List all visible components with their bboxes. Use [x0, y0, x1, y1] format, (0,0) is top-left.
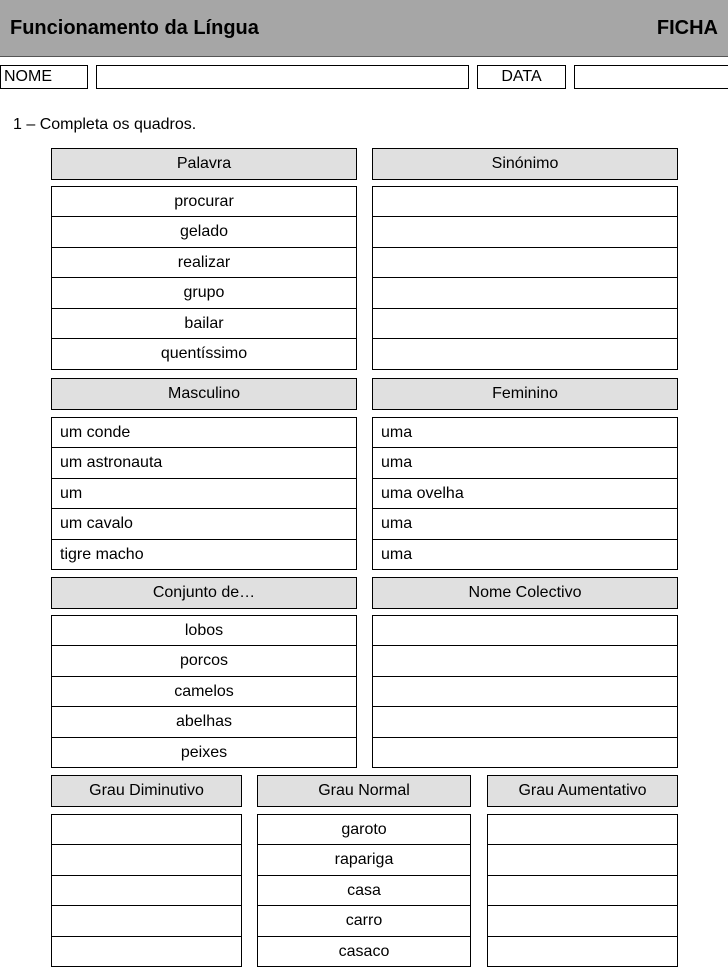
- grau-diminutivo-header: Grau Diminutivo: [51, 775, 242, 807]
- grau-normal-cell: garoto: [258, 815, 470, 845]
- grau-diminutivo-cell[interactable]: [52, 876, 241, 906]
- masculino-cell[interactable]: um: [52, 479, 356, 509]
- palavra-cell: gelado: [52, 217, 356, 247]
- data-field[interactable]: [574, 65, 728, 89]
- feminino-cell[interactable]: uma: [373, 509, 677, 539]
- conjunto-header: Conjunto de…: [51, 577, 357, 609]
- page-header: [0, 0, 728, 57]
- conjunto-cell: peixes: [180, 743, 228, 761]
- grau-aumentativo-header: Grau Aumentativo: [487, 775, 678, 807]
- palavra-cell: quentíssimo: [160, 345, 248, 362]
- grau-normal-cell: rapariga: [258, 845, 470, 875]
- palavra-header: Palavra: [51, 148, 357, 180]
- grau-diminutivo-list: [51, 814, 242, 967]
- instruction-text: 1 – Completa os quadros.: [13, 116, 197, 133]
- palavra-cell: grupo: [52, 278, 356, 308]
- grau-normal-cell: casaco: [338, 942, 390, 960]
- nome-colectivo-list: [372, 615, 678, 768]
- masculino-header: Masculino: [51, 378, 357, 410]
- ficha-label: FICHA: [656, 17, 718, 39]
- sinonimo-cell[interactable]: [373, 187, 677, 217]
- conjunto-cell: abelhas: [52, 707, 356, 737]
- nome-colectivo-header: Nome Colectivo: [372, 577, 678, 609]
- grau-normal-cell: carro: [258, 906, 470, 936]
- sinonimo-cell[interactable]: [373, 339, 677, 369]
- nome-colectivo-cell[interactable]: [373, 616, 677, 646]
- grau-aumentativo-cell[interactable]: [488, 876, 677, 906]
- grau-diminutivo-cell[interactable]: [52, 906, 241, 936]
- conjunto-cell: porcos: [52, 646, 356, 676]
- grau-aumentativo-cell[interactable]: [488, 937, 677, 967]
- nome-label: NOME: [0, 65, 88, 89]
- sinonimo-header: Sinónimo: [372, 148, 678, 180]
- nome-colectivo-cell[interactable]: [373, 738, 677, 768]
- nome-colectivo-cell[interactable]: [373, 646, 677, 676]
- masculino-cell: tigre macho: [60, 545, 144, 563]
- grau-aumentativo-list: [487, 814, 678, 967]
- nome-colectivo-cell[interactable]: [373, 707, 677, 737]
- grau-aumentativo-cell[interactable]: [488, 845, 677, 875]
- palavra-cell: bailar: [52, 309, 356, 339]
- sinonimo-list: [372, 186, 678, 370]
- masculino-cell[interactable]: um astronauta: [52, 448, 356, 478]
- masculino-list: [51, 417, 357, 570]
- feminino-cell[interactable]: uma: [373, 448, 677, 478]
- grau-normal-cell: casa: [258, 876, 470, 906]
- sinonimo-cell[interactable]: [373, 278, 677, 308]
- palavra-cell: realizar: [52, 248, 356, 278]
- conjunto-cell: camelos: [52, 677, 356, 707]
- feminino-cell: uma ovelha: [373, 479, 677, 509]
- conjunto-cell: lobos: [52, 616, 356, 646]
- sinonimo-cell[interactable]: [373, 248, 677, 278]
- sinonimo-cell[interactable]: [373, 309, 677, 339]
- sinonimo-cell[interactable]: [373, 217, 677, 247]
- feminino-list: [372, 417, 678, 570]
- feminino-cell[interactable]: uma: [373, 418, 677, 448]
- grau-diminutivo-cell[interactable]: [52, 845, 241, 875]
- palavra-list: [51, 186, 357, 370]
- feminino-cell[interactable]: uma: [381, 545, 413, 563]
- grau-normal-list: [257, 814, 471, 967]
- nome-colectivo-cell[interactable]: [373, 677, 677, 707]
- masculino-cell: um cavalo: [52, 509, 356, 539]
- palavra-cell: procurar: [52, 187, 356, 217]
- grau-diminutivo-cell[interactable]: [52, 815, 241, 845]
- conjunto-list: [51, 615, 357, 768]
- grau-aumentativo-cell[interactable]: [488, 815, 677, 845]
- grau-aumentativo-cell[interactable]: [488, 906, 677, 936]
- grau-diminutivo-cell[interactable]: [52, 937, 241, 967]
- grau-normal-header: Grau Normal: [257, 775, 471, 807]
- feminino-header: Feminino: [372, 378, 678, 410]
- data-label: DATA: [477, 65, 566, 89]
- nome-field[interactable]: [96, 65, 469, 89]
- masculino-cell: um conde: [52, 418, 356, 448]
- worksheet-title: Funcionamento da Língua: [10, 17, 259, 39]
